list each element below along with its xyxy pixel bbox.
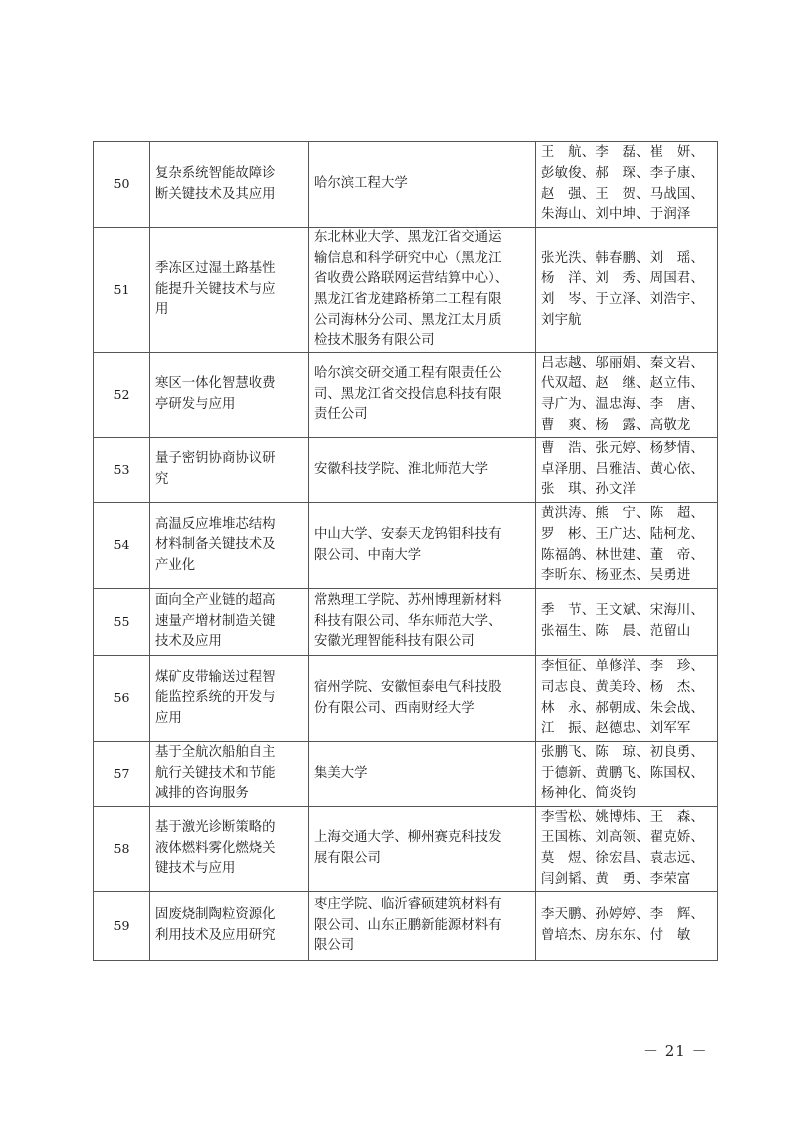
- row-number-cell: 55: [94, 589, 150, 656]
- completing-people-cell-line: 代双超、赵 继、赵立伟、: [541, 376, 705, 392]
- completing-people-cell-line: 于德新、黄鹏飞、陈国权、: [541, 765, 705, 781]
- project-name-cell-line: 量子密钥协商协议研: [155, 451, 276, 467]
- completing-people-cell-line: 杨神化、简炎钧: [541, 786, 637, 802]
- completing-people-cell-line: 李昕东、杨亚杰、吴勇进: [541, 568, 691, 584]
- completing-units-cell-line: 安徽光理智能科技有限公司: [314, 634, 475, 650]
- project-name-cell: [150, 438, 309, 503]
- project-name-cell-line: 究: [155, 472, 169, 487]
- project-name-cell-line: 高温反应堆堆芯结构: [155, 516, 276, 532]
- table-row: [94, 589, 718, 656]
- row-number-cell: 52: [94, 353, 150, 438]
- row-number-cell: 53: [94, 438, 150, 503]
- project-name-cell-line: 键技术与应用: [155, 861, 236, 877]
- project-name-cell-line: 应用: [155, 710, 182, 726]
- completing-people-cell-line: 杨 洋、刘 秀、周国君、: [541, 271, 705, 287]
- completing-people-cell-line: 林 永、郝朝成、朱会战、: [541, 700, 705, 716]
- project-name-cell-line: 减排的咨询服务: [155, 786, 249, 802]
- project-name-cell-line: 亭研发与应用: [155, 397, 236, 412]
- table-row: [94, 503, 718, 589]
- completing-people-cell-line: 李恒征、单修洋、李 珍、: [541, 659, 705, 675]
- completing-people-cell-line: 曹 爽、杨 露、高敬龙: [541, 417, 691, 433]
- completing-units-cell: [309, 656, 536, 742]
- project-name-cell-line: 基于激光诊断策略的: [155, 820, 276, 836]
- completing-people-cell-line: 曾培杰、房东东、付 敏: [541, 928, 691, 943]
- project-name-cell-line: 寒区一体化智慧收费: [155, 376, 276, 392]
- completing-units-cell: [309, 807, 536, 892]
- completing-units-cell-line: 东北林业大学、黑龙江省交通运: [314, 230, 502, 246]
- row-number-cell: 54: [94, 503, 150, 589]
- completing-people-cell-line: 刘宇航: [541, 312, 582, 328]
- project-name-cell: [150, 807, 309, 892]
- project-name-cell: [150, 892, 309, 961]
- project-name-cell-line: 利用技术及应用研究: [155, 928, 276, 943]
- project-name-cell-line: 基于全航次船舶自主: [155, 745, 276, 761]
- project-name-cell-line: 煤矿皮带输送过程智: [155, 669, 276, 685]
- completing-units-cell-line: 限公司: [314, 938, 355, 954]
- row-number-cell: 57: [94, 742, 150, 807]
- completing-people-cell-line: 张鹏飞、陈 琼、初良勇、: [541, 745, 705, 761]
- completing-people-cell-line: 吕志越、邬丽娟、秦文岩、: [541, 355, 705, 371]
- table-row: [94, 142, 718, 228]
- table-row: [94, 742, 718, 807]
- completing-units-cell-line: 公司海林分公司、黑龙江太月质: [314, 312, 502, 328]
- completing-units-cell-line: 责任公司: [314, 407, 368, 423]
- completing-people-cell: [536, 353, 718, 438]
- project-name-cell-line: 面向全产业链的超高: [155, 593, 276, 609]
- completing-units-cell-line: 上海交通大学、柳州赛克科技发: [314, 830, 502, 846]
- completing-units-cell-line: 限公司、中南大学: [314, 547, 422, 563]
- completing-people-cell: [536, 142, 718, 228]
- completing-people-cell-line: 李雪松、姚博炜、王 森、: [541, 809, 705, 825]
- completing-units-cell: [309, 438, 536, 503]
- completing-units-cell-line: 中山大学、安泰天龙钨钼科技有: [314, 526, 502, 542]
- completing-people-cell-line: 卓泽朋、吕雅洁、黄心依、: [541, 461, 705, 477]
- completing-people-cell-line: 司志良、黄美玲、杨 杰、: [541, 679, 705, 695]
- completing-people-cell: [536, 438, 718, 503]
- completing-people-cell-line: 张 琪、孙文洋: [541, 482, 637, 498]
- project-name-cell-line: 液体燃料雾化燃烧关: [155, 840, 276, 856]
- project-name-cell-line: 技术及应用: [155, 634, 222, 650]
- row-number-cell: 58: [94, 807, 150, 892]
- project-name-cell-line: 用: [155, 302, 169, 318]
- completing-units-cell-line: 安徽科技学院、淮北师范大学: [314, 461, 489, 477]
- completing-people-cell-line: 赵 强、王 贺、马战国、: [541, 186, 705, 202]
- completing-units-cell-line: 输信息和科学研究中心（黑龙江: [314, 250, 502, 266]
- project-name-cell-line: 季冻区过湿土路基性: [155, 261, 276, 277]
- awards-table: [93, 141, 718, 961]
- table-row: [94, 656, 718, 742]
- completing-people-cell: [536, 589, 718, 656]
- awards-table-body: [94, 142, 718, 961]
- completing-people-cell-line: 寻广为、温忠海、李 唐、: [541, 397, 705, 412]
- completing-people-cell: [536, 742, 718, 807]
- completing-people-cell-line: 王 航、李 磊、崔 妍、: [541, 145, 705, 161]
- row-number-cell: 51: [94, 228, 150, 353]
- completing-people-cell-line: 刘 岑、于立泽、刘浩宇、: [541, 292, 705, 307]
- completing-people-cell-line: 江 振、赵德忠、刘军军: [541, 721, 691, 737]
- completing-people-cell: [536, 656, 718, 742]
- row-number-cell: 56: [94, 656, 150, 742]
- project-name-cell: [150, 228, 309, 353]
- row-number-cell: 59: [94, 892, 150, 961]
- table-row: [94, 438, 718, 503]
- completing-units-cell-line: 宿州学院、安徽恒泰电气科技股: [314, 679, 502, 695]
- project-name-cell-line: 断关键技术及其应用: [155, 186, 276, 202]
- completing-units-cell: [309, 892, 536, 961]
- completing-people-cell: [536, 807, 718, 892]
- completing-units-cell: [309, 228, 536, 353]
- completing-people-cell-line: 朱海山、刘中坤、于润泽: [541, 207, 691, 223]
- completing-people-cell-line: 张光泆、韩春鹏、刘 瑶、: [541, 250, 705, 266]
- project-name-cell-line: 能提升关键技术与应: [155, 281, 276, 297]
- completing-people-cell-line: 李天鹏、孙婷婷、李 辉、: [541, 907, 705, 923]
- completing-people-cell-line: 彭敏俊、郝 琛、李子康、: [541, 165, 705, 181]
- completing-units-cell-line: 省收费公路联网运营结算中心）、: [314, 271, 509, 287]
- page-number: － 21 －: [643, 1042, 708, 1060]
- project-name-cell: [150, 353, 309, 438]
- completing-units-cell-line: 黑龙江省龙建路桥第二工程有限: [314, 292, 502, 307]
- table-row: [94, 892, 718, 961]
- project-name-cell-line: 能监控系统的开发与: [155, 690, 276, 706]
- table-row: [94, 228, 718, 353]
- project-name-cell: [150, 503, 309, 589]
- project-name-cell-line: 速量产增材制造关键: [155, 613, 276, 629]
- row-number-cell: 50: [94, 142, 150, 228]
- completing-people-cell-line: 张福生、陈 晨、范留山: [541, 624, 691, 639]
- completing-units-cell-line: 检技术服务有限公司: [314, 333, 435, 349]
- completing-people-cell: [536, 503, 718, 589]
- completing-people-cell: [536, 892, 718, 961]
- completing-people-cell-line: 季 节、王文斌、宋海川、: [541, 603, 705, 619]
- project-name-cell-line: 固废烧制陶粒资源化: [155, 907, 276, 923]
- completing-units-cell: [309, 742, 536, 807]
- project-name-cell-line: 材料制备关键技术及: [155, 537, 276, 553]
- completing-people-cell-line: 罗 彬、王广达、陆柯龙、: [541, 526, 705, 542]
- table-row: [94, 807, 718, 892]
- completing-units-cell-line: 哈尔滨工程大学: [314, 176, 408, 192]
- completing-units-cell-line: 份有限公司、西南财经大学: [314, 700, 475, 716]
- completing-units-cell-line: 常熟理工学院、苏州博理新材料: [314, 593, 502, 609]
- completing-units-cell: [309, 503, 536, 589]
- completing-units-cell-line: 科技有限公司、华东师范大学、: [314, 613, 502, 629]
- project-name-cell-line: 产业化: [155, 557, 196, 573]
- completing-units-cell-line: 哈尔滨交研交通工程有限责任公: [314, 366, 502, 382]
- completing-units-cell-line: 展有限公司: [314, 851, 381, 866]
- completing-people-cell-line: 曹 浩、张元婷、杨梦情、: [541, 441, 705, 457]
- completing-people-cell-line: 陈福鸽、林世建、董 帝、: [541, 547, 705, 563]
- completing-units-cell: [309, 589, 536, 656]
- completing-units-cell-line: 枣庄学院、临沂睿硕建筑材料有: [314, 897, 502, 913]
- project-name-cell: [150, 589, 309, 656]
- completing-people-cell: [536, 228, 718, 353]
- completing-units-cell: [309, 142, 536, 228]
- project-name-cell-line: 航行关键技术和节能: [155, 765, 276, 781]
- completing-units-cell-line: 集美大学: [314, 765, 368, 781]
- project-name-cell: [150, 142, 309, 228]
- project-name-cell: [150, 656, 309, 742]
- completing-people-cell-line: 王国栋、刘高领、翟克娇、: [541, 830, 705, 846]
- project-name-cell-line: 复杂系统智能故障诊: [155, 165, 276, 181]
- completing-units-cell: [309, 353, 536, 438]
- completing-units-cell-line: 限公司、山东正鹏新能源材料有: [314, 917, 502, 933]
- completing-people-cell-line: 莫 煜、徐宏昌、袁志远、: [541, 851, 705, 866]
- completing-people-cell-line: 黄洪涛、熊 宁、陈 超、: [541, 506, 705, 522]
- completing-people-cell-line: 闫剑韬、黄 勇、李荣富: [541, 871, 691, 887]
- project-name-cell: [150, 742, 309, 807]
- completing-units-cell-line: 司、黑龙江省交投信息科技有限: [314, 386, 502, 402]
- table-row: [94, 353, 718, 438]
